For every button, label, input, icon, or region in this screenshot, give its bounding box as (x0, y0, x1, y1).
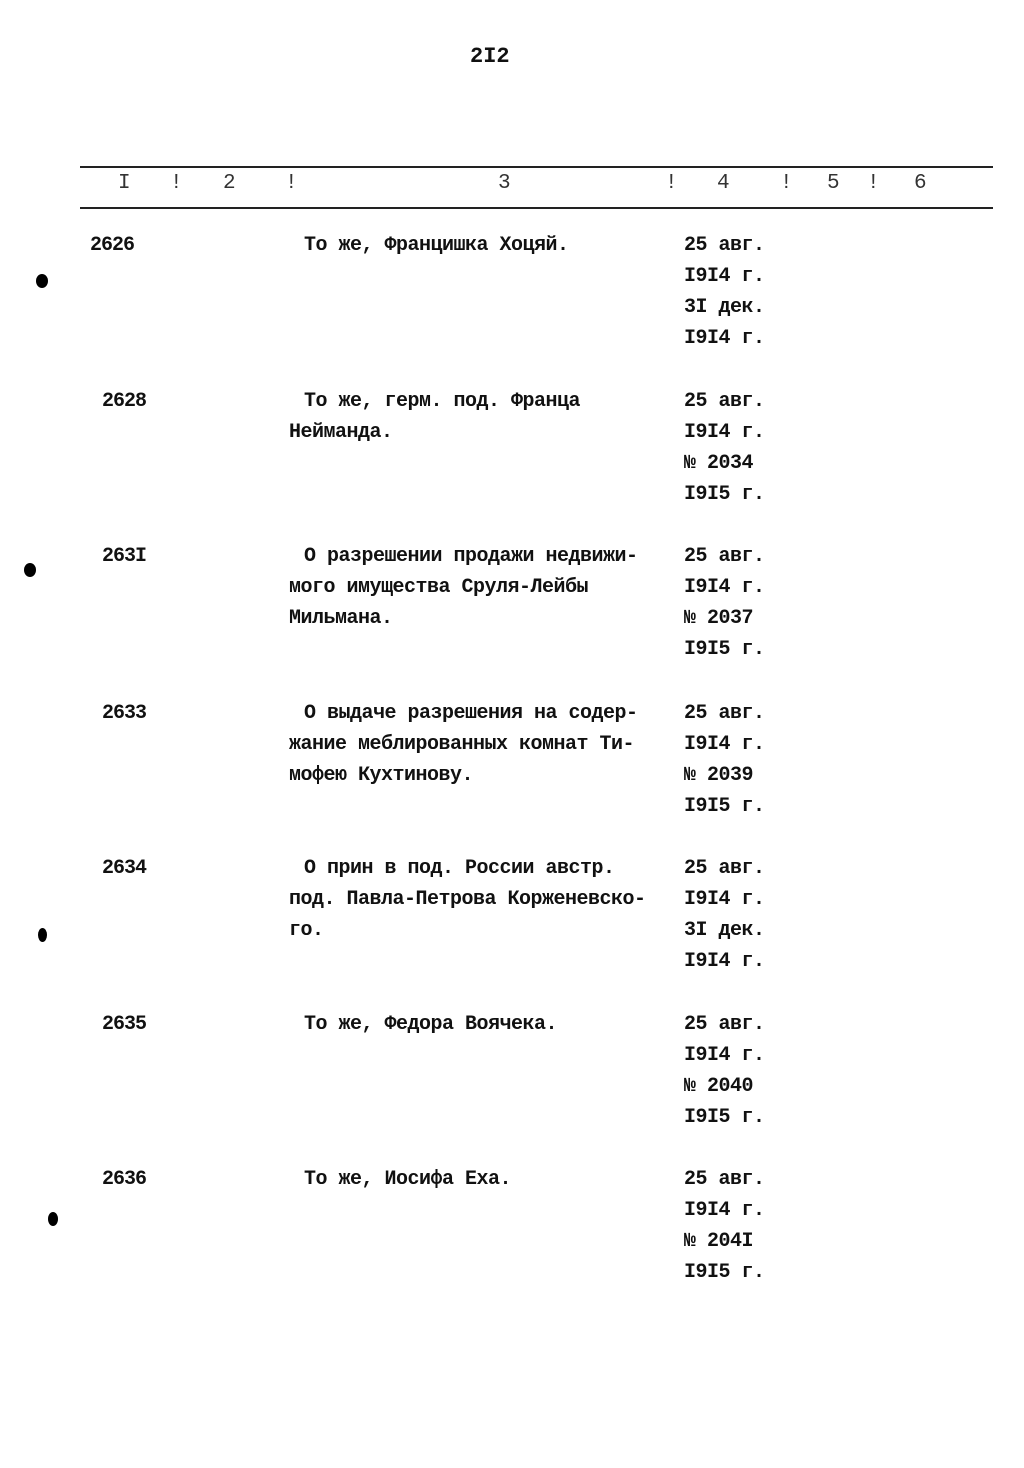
entry-date-line: I9I5 г. (684, 483, 765, 506)
entry-description-line: О разрешении продажи недвижи- (304, 545, 638, 568)
entry-date-line: 25 авг. (684, 390, 765, 413)
punch-hole-mark (24, 563, 36, 577)
table-header-rule (80, 207, 993, 209)
entry-date-line: I9I4 г. (684, 733, 765, 756)
entry-date-line: 25 авг. (684, 1013, 765, 1036)
entry-date-line: I9I4 г. (684, 950, 765, 973)
table-top-rule (80, 166, 993, 168)
entry-description-line: го. (289, 919, 324, 942)
entry-description-line: То же, Федора Воячека. (304, 1013, 558, 1036)
entry-date-line: I9I4 г. (684, 265, 765, 288)
entry-number: 263I (102, 545, 147, 568)
entry-date-line: 3I дек. (684, 296, 765, 319)
column-header: 4 (717, 172, 730, 195)
entry-description-line: То же, Иосифа Еха. (304, 1168, 512, 1191)
entry-date-line: I9I5 г. (684, 638, 765, 661)
entry-date-line: № 2040 (684, 1075, 754, 1098)
entry-date-line: I9I4 г. (684, 1199, 765, 1222)
entry-date-line: 25 авг. (684, 857, 765, 880)
column-header: 2 (223, 172, 236, 195)
entry-description-line: жание меблированных комнат Ти- (289, 733, 635, 756)
entry-date-line: 3I дек. (684, 919, 765, 942)
entry-number: 2626 (90, 234, 135, 257)
entry-date-line: № 2039 (684, 764, 754, 787)
column-separator: ! (665, 172, 678, 195)
entry-number: 2628 (102, 390, 147, 413)
punch-hole-mark (48, 1212, 58, 1226)
column-separator: ! (780, 172, 793, 195)
entry-date-line: 25 авг. (684, 234, 765, 257)
entry-date-line: I9I4 г. (684, 421, 765, 444)
column-separator: ! (285, 172, 298, 195)
punch-hole-mark (36, 274, 48, 288)
entry-date-line: I9I5 г. (684, 795, 765, 818)
entry-date-line: I9I4 г. (684, 576, 765, 599)
entry-description-line: О выдаче разрешения на содер- (304, 702, 638, 725)
entry-description-line: То же, Францишка Хоцяй. (304, 234, 569, 257)
punch-hole-mark (38, 928, 47, 942)
entry-description-line: Неймандa. (289, 421, 393, 444)
entry-date-line: № 204I (684, 1230, 754, 1253)
column-header: 6 (914, 172, 927, 195)
entry-date-line: 25 авг. (684, 702, 765, 725)
entry-description-line: Мильмана. (289, 607, 393, 630)
column-separator: ! (867, 172, 880, 195)
entry-description-line: мофею Кухтинову. (289, 764, 474, 787)
entry-date-line: № 2034 (684, 452, 754, 475)
entry-date-line: I9I5 г. (684, 1106, 765, 1129)
entry-date-line: I9I4 г. (684, 1044, 765, 1067)
entry-description-line: мого имущества Сруля-Лейбы (289, 576, 589, 599)
entry-date-line: I9I5 г. (684, 1261, 765, 1284)
entry-number: 2635 (102, 1013, 147, 1036)
entry-date-line: 25 авг. (684, 1168, 765, 1191)
column-separator: ! (170, 172, 183, 195)
page-number: 2I2 (470, 44, 510, 69)
entry-number: 2636 (102, 1168, 147, 1191)
entry-description-line: То же, герм. под. Франца (304, 390, 581, 413)
entry-date-line: № 2037 (684, 607, 754, 630)
column-header: 3 (498, 172, 511, 195)
entry-number: 2633 (102, 702, 147, 725)
entry-date-line: I9I4 г. (684, 327, 765, 350)
entry-date-line: 25 авг. (684, 545, 765, 568)
entry-description-line: О прин в под. России австр. (304, 857, 615, 880)
entry-date-line: I9I4 г. (684, 888, 765, 911)
entry-description-line: под. Павла-Петрова Корженевско- (289, 888, 646, 911)
column-header: 5 (827, 172, 840, 195)
column-header: I (118, 172, 131, 195)
entry-number: 2634 (102, 857, 147, 880)
